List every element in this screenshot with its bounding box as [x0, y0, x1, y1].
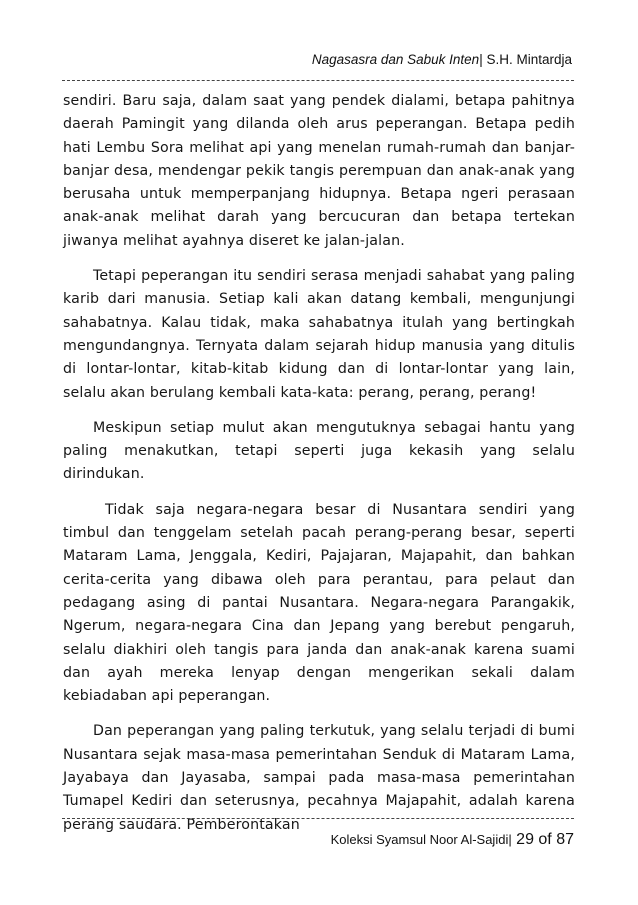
paragraph-3: Meskipun setiap mulut akan mengutuknya sebagai hantu yang paling menakutkan, tetapi seperti juga kekasih yang selalu dirindukan. [63, 419, 575, 483]
paragraph-2: Tetapi peperangan itu sendiri serasa menjadi sahabat yang paling karib dari manusia. Setiap kali akan datang kembali, mengunjungi sahabatnya. Kalau tidak, maka sahabatnya itulah yang bertingkah mengundangnya. Ternyata dalam sejarah hidup manusia yang ditulis di lontar-lontar, kitab-kitab kidung dan di lontar-lontar yang lain, selalu akan berulang kembali kata-kata: perang, perang, perang! [63, 268, 575, 401]
page-number: 29 of 87 [511, 831, 574, 848]
paragraph-4: Tidak saja negara-negara besar di Nusantara sendiri yang timbul dan tenggelam setelah pacah perang-perang besar, seperti Mataram Lama, Jenggala, Kediri, Pajajaran, Majapahit, dan bahkan cerita-cerita yang dibawa oleh para perantau, para pelaut dan pedagang asing di pantai Nusantara. Negara-negara Parangakik, Ngerum, negara-negara Cina dan Jepang yang berebut pengaruh, selalu diakhiri oleh tangis para janda dan anak-anak karena suami dan ayah mereka lenyap dengan mengerikan sekali dalam kebiadaban api peperangan. [63, 501, 575, 705]
book-title: Nagasasra dan Sabuk Inten [311, 52, 480, 67]
footer-divider [62, 818, 574, 820]
book-author: S.H. Mintardja [482, 52, 572, 67]
paragraph-1: sendiri. Baru saja, dalam saat yang pendek dialami, betapa pahitnya daerah Pamingit yang dilanda oleh arus peperangan. Betapa pedih hati Lembu Sora melihat api yang menelan rumah-rumah dan banjar-banjar desa, mendengar pekik tangis perempuan dan anak-anak yang berusaha untuk memperpanjang hidupnya. Betapa ngeri perasaan anak-anak melihat darah yang bercucuran dan betapa tertekan jiwanya melihat ayahnya diseret ke jalan-jalan. [63, 93, 575, 249]
paragraph-5: Dan peperangan yang paling terkutuk, yang selalu terjadi di bumi Nusantara sejak masa-masa pemerintahan Senduk di Mataram Lama, Jayabaya dan Jayasaba, sampai pada masa-masa pemerintahan Tumapel Kediri dan seterusnya, pecahnya Majapahit, adalah karena perang saudara. Pemberontakan [63, 723, 575, 833]
header-separator: | [479, 52, 483, 67]
collection-credit: Koleksi Syamsul Noor Al-Sajidi [330, 832, 509, 847]
footer-separator: | [508, 832, 512, 847]
page-body [63, 90, 575, 849]
page-footer [331, 831, 574, 849]
page-header [60, 52, 572, 67]
header-divider [62, 80, 574, 82]
